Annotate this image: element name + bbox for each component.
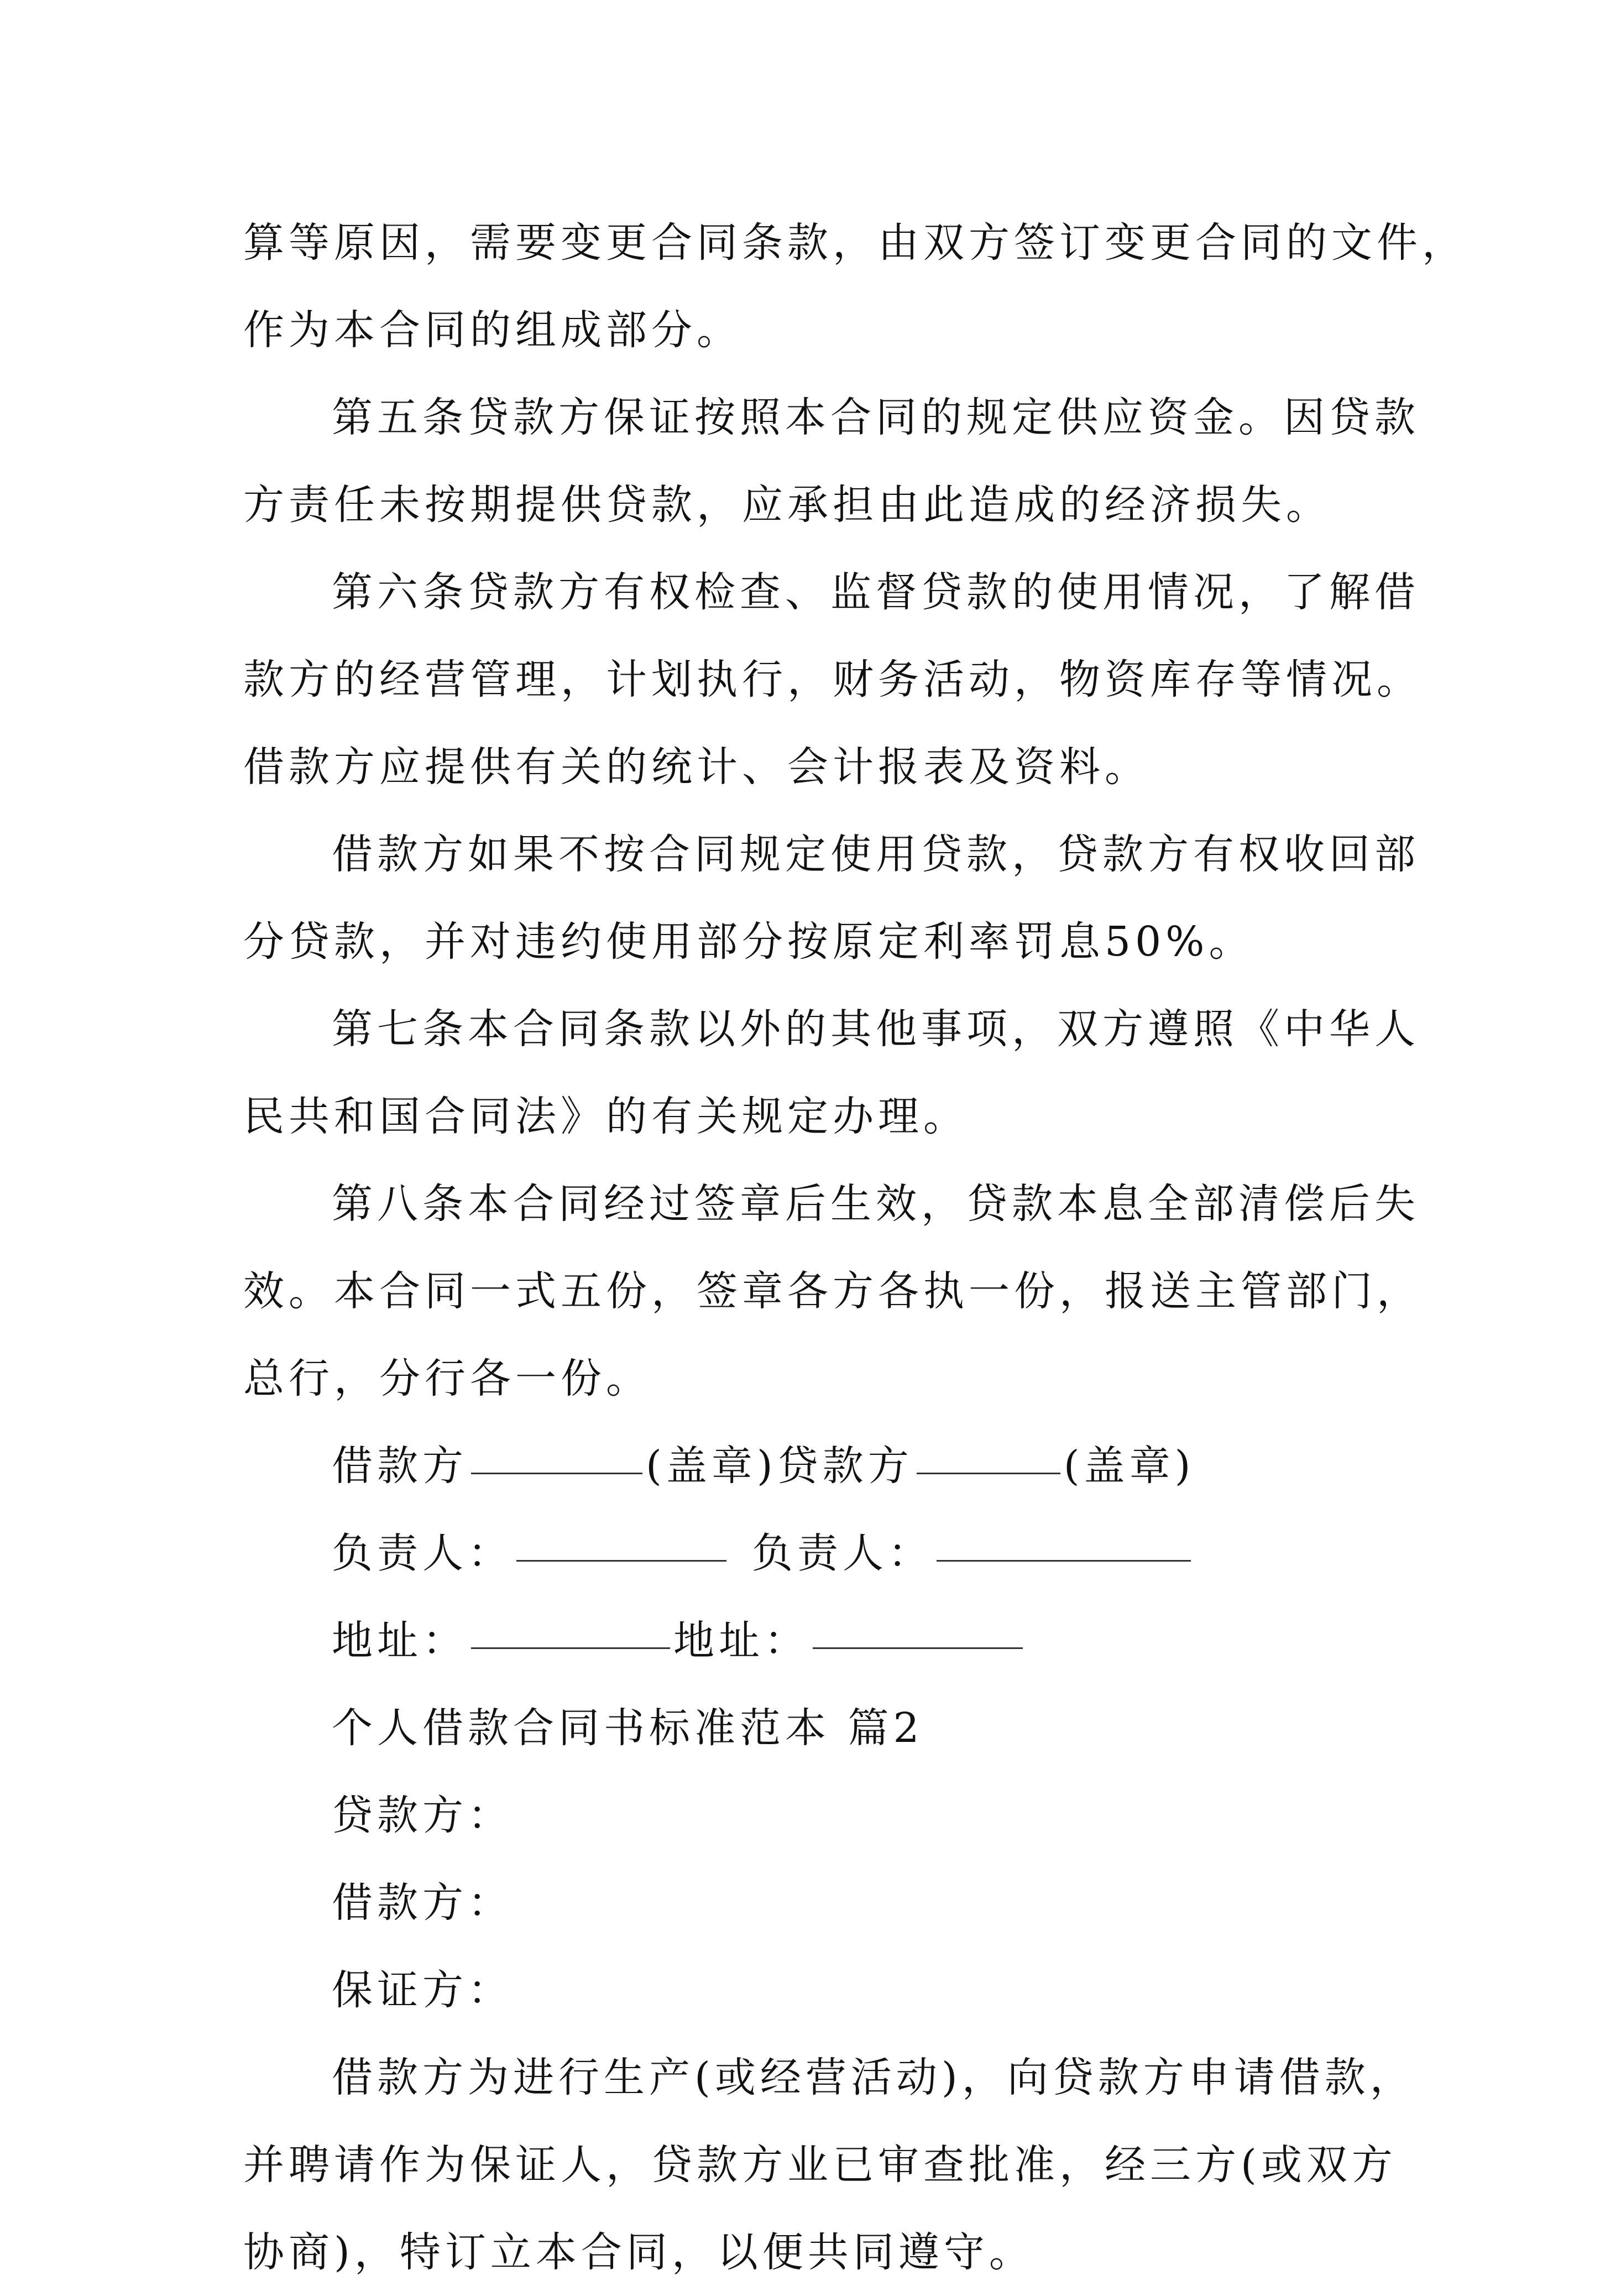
lender-label: 贷款方 — [777, 1442, 913, 1490]
lender-blank — [917, 1472, 1060, 1474]
document-body — [243, 199, 1467, 2296]
address2-blank — [813, 1647, 1023, 1649]
lender-seal: (盖章) — [1063, 1442, 1195, 1490]
penalty-line: 分贷款，并对违约使用部分按原定利率罚息50%。 — [243, 918, 1254, 966]
borrower-blank — [471, 1472, 642, 1474]
address2-label: 地址： — [673, 1617, 809, 1664]
article-7-line: 第七条本合同条款以外的其他事项，双方遵照《中华人 — [332, 1005, 1420, 1053]
address1-blank — [471, 1647, 670, 1649]
borrower-seal: (盖章) — [646, 1442, 777, 1490]
article-8-line: 效。本合同一式五份，签章各方各执一份，报送主管部门， — [243, 1267, 1422, 1315]
borrower-label: 借款方 — [332, 1442, 468, 1490]
preamble-line: 并聘请作为保证人，贷款方业已审查批准，经三方(或双方 — [243, 2141, 1397, 2189]
borrower-field: 借款方： — [332, 1879, 513, 1927]
article-6-line: 第六条贷款方有权检查、监督贷款的使用情况，了解借 — [332, 568, 1420, 616]
signature-person-line — [243, 1510, 1366, 1597]
person1-blank — [516, 1559, 726, 1562]
article-7-line: 民共和国合同法》的有关规定办理。 — [243, 1093, 969, 1140]
penalty-line: 借款方如果不按合同规定使用贷款，贷款方有权收回部 — [332, 831, 1420, 878]
article-6-line: 借款方应提供有关的统计、会计报表及资料。 — [243, 743, 1150, 791]
article-5-line: 第五条贷款方保证按照本合同的规定供应资金。因贷款 — [332, 394, 1420, 441]
paragraph-line: 算等原因，需要变更合同条款，由双方签订变更合同的文件， — [243, 219, 1467, 267]
preamble-line: 协商)，特订立本合同，以便共同遵守。 — [243, 2229, 1034, 2276]
paragraph-line: 作为本合同的组成部分。 — [243, 306, 742, 354]
address1-label: 地址： — [332, 1617, 468, 1664]
article-5-line: 方责任未按期提供贷款，应承担由此造成的经济损失。 — [243, 481, 1331, 529]
section-heading: 个人借款合同书标准范本 篇2 — [332, 1704, 924, 1752]
preamble-line: 借款方为进行生产(或经营活动)，向贷款方申请借款， — [332, 2054, 1415, 2101]
article-8-line: 第八条本合同经过签章后生效，贷款本息全部清偿后失 — [332, 1180, 1420, 1228]
person2-label: 负责人： — [752, 1530, 933, 1577]
signature-address-line — [243, 1597, 1366, 1684]
article-6-line: 款方的经营管理，计划执行，财务活动，物资库存等情况。 — [243, 656, 1422, 703]
signature-party-line — [243, 1422, 1366, 1510]
lender-field: 贷款方： — [332, 1792, 513, 1839]
article-8-line: 总行，分行各一份。 — [243, 1355, 651, 1402]
person2-blank — [937, 1559, 1191, 1562]
guarantor-field: 保证方： — [332, 1966, 513, 2014]
person1-label: 负责人： — [332, 1530, 513, 1577]
